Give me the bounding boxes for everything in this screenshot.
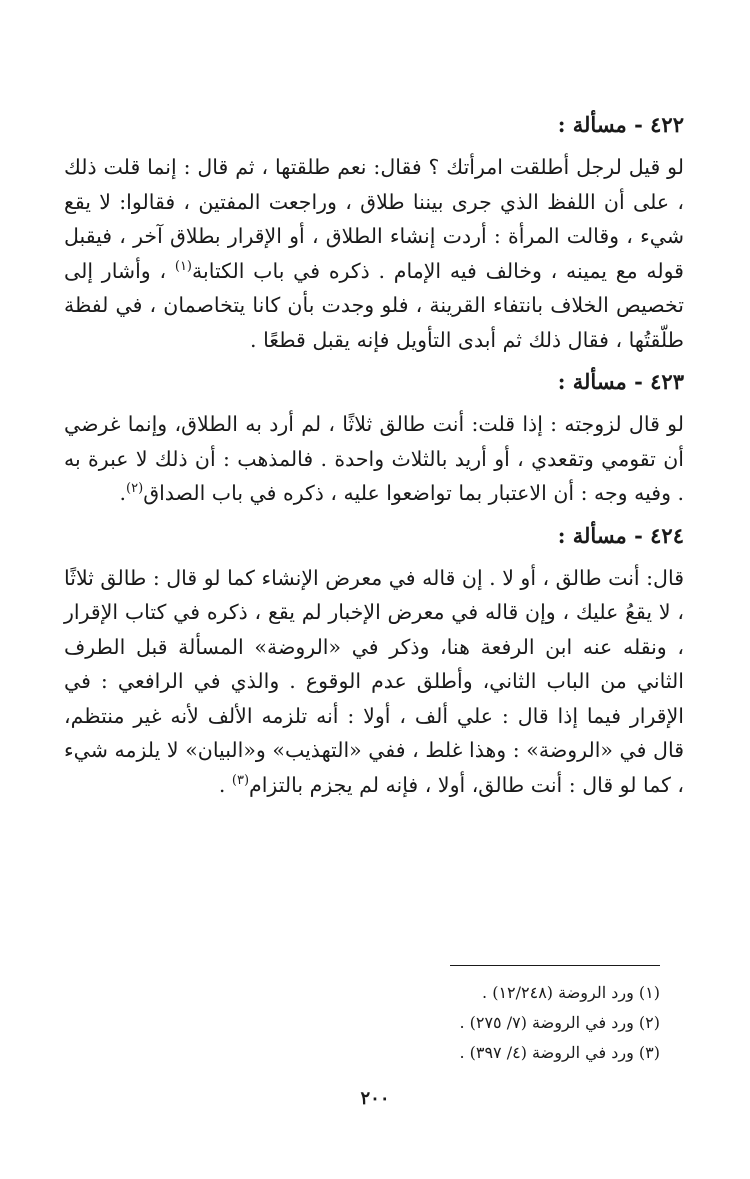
issue-heading: ٤٢٢ - مسألة :: [557, 112, 684, 137]
footnote-marker[interactable]: (٢): [126, 481, 144, 497]
footnote-divider: [450, 965, 660, 966]
footnotes: [260, 978, 660, 1068]
footnote-2: (٢) ورد في الروضة (٧/ ٢٧٥) .: [459, 1013, 660, 1032]
issue-423: [64, 367, 684, 511]
page-number: ٢٠٠: [360, 1088, 390, 1109]
footnote-3: (٣) ورد في الروضة (٤/ ٣٩٧) .: [459, 1043, 660, 1062]
paragraph-text: لو قال لزوجته : إذا قلت: أنت طالق ثلاثًا ، لم أرد به الطلاق، وإنما غرضي أن تقومي وتقعدي ، أو أريد بالثلاث واحدة . فالمذهب : أن ذلك لا عبرة به . وفيه وجه : أن الاعتبار بما تواضعوا عليه ، ذكره في باب الصداق: [64, 412, 684, 505]
paragraph-text-continued: .: [218, 772, 232, 797]
paragraph-text: لو قيل لرجل أطلقت امرأتك ؟ فقال: نعم طلقتها ، ثم قال : إنما قلت ذلك ، على أن اللفظ الذي جرى بيننا طلاق ، وراجعت المفتين ، فقالوا: لا يقع شيء ، وقالت المرأة : أردت إنشاء الطلاق ، أو الإقرار بطلاق آخر ، فيقبل قوله مع يمينه ، وخالف فيه الإمام . ذكره في باب الكتابة: [64, 155, 684, 283]
issue-paragraph: [64, 150, 684, 357]
footnote-marker[interactable]: (٣): [231, 772, 250, 788]
paragraph-text: قال: أنت طالق ، أو لا . إن قاله في معرض الإنشاء كما لو قال : طالق ثلاثًا ، لا يقعُ عليك ، وإن قاله في معرض الإخبار لم يقع ، ذكره في كتاب الإقرار ، ونقله عنه ابن الرفعة هنا، وذكر في «الروضة» المسألة قبل الطرف الثاني من الباب الثاني، وأطلق عدم الوقوع . والذي في الرافعي : في الإقرار فيما إذا قال : علي ألف ، أولا : أنه تلزمه الألف لأنه غير منتظم، قال في «الروضة» : وهذا غلط ، ففي «التهذيب» و«البيان» لا يلزمه شيء ، كما لو قال : أنت طالق، أولا ، فإنه لم يجزم بالتزام: [64, 565, 684, 797]
issue-paragraph: [64, 561, 684, 803]
issue-422: [64, 110, 684, 357]
issue-heading: ٤٢٤ - مسألة :: [557, 522, 684, 548]
issue-heading: ٤٢٣ - مسألة :: [557, 369, 684, 394]
page-body: [64, 110, 684, 812]
footnote-1: (١) ورد الروضة (١٢/٢٤٨) .: [482, 983, 660, 1002]
issue-paragraph: [64, 407, 684, 511]
paragraph-text-continued: .: [119, 481, 127, 505]
paragraph-text-continued: ، وأشار إلى تخصيص الخلاف بانتفاء القرينة ، فلو وجدت بأن كانا يتخاصمان ، في لفظة طلّقتُها ، فقال ذلك ثم أبدى التأويل فإنه يقبل قطعًا .: [64, 258, 684, 352]
footnote-marker[interactable]: (١): [174, 258, 192, 274]
issue-424: [64, 521, 684, 803]
